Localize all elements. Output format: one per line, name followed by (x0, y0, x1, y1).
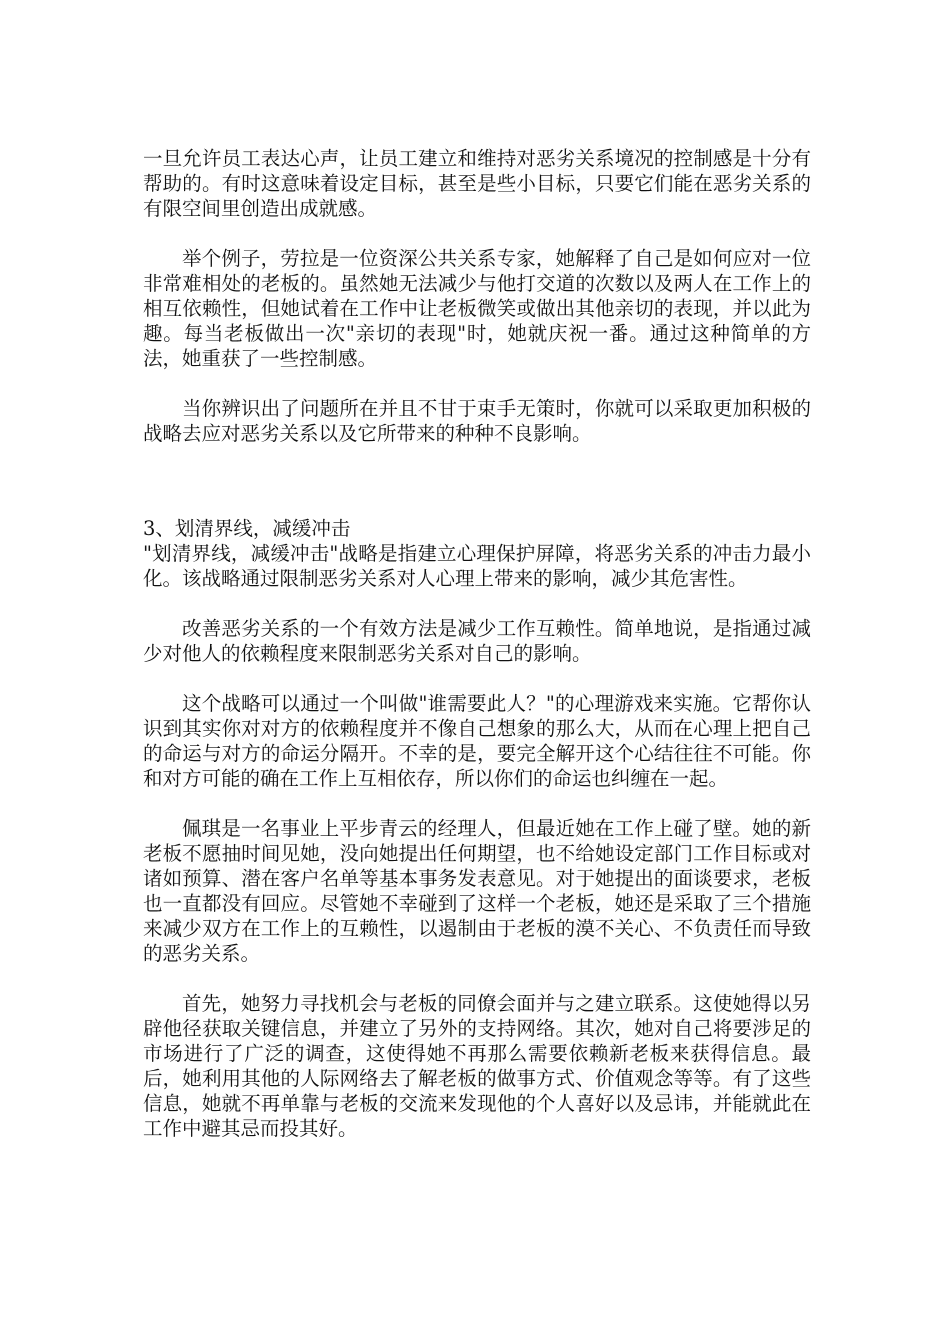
section-heading: 3、划清界线，减缓冲击 (143, 517, 351, 540)
paragraph-6: 佩琪是一名事业上平步青云的经理人，但最近她在工作上碰了壁。她的新老板不愿抽时间见她，没向她提出任何期望，也不给她设定部门工作目标或对诸如预算、潜在客户名单等基本事务发表意见。对于她提出的面谈要求，老板也一直都没有回应。尽管她不幸碰到了这样一个老板，她还是采取了三个措施来减少双方在工作上的互赖性，以遏制由于老板的漠不关心、不负责任而导致的恶劣关系。 (143, 817, 811, 965)
paragraph-4: 改善恶劣关系的一个有效方法是减少工作互赖性。简单地说，是指通过减少对他人的依赖程度来限制恶劣关系对自己的影响。 (143, 617, 811, 665)
paragraph-7: 首先，她努力寻找机会与老板的同僚会面并与之建立联系。这使她得以另辟他径获取关键信息，并建立了另外的支持网络。其次，她对自己将要涉足的市场进行了广泛的调查，这使得她不再那么需要依赖新老板来获得信息。最后，她利用其他的人际网络去了解老板的做事方式、价值观念等等。有了这些信息，她就不再单靠与老板的交流来发现他的个人喜好以及忌讳，并能就此在工作中避其忌而投其好。 (143, 992, 811, 1140)
paragraph-2: 举个例子，劳拉是一位资深公共关系专家，她解释了自己是如何应对一位非常难相处的老板的。虽然她无法减少与他打交道的次数以及两人在工作上的相互依赖性，但她试着在工作中让老板微笑或做出其他亲切的表现，并以此为趣。每当老板做出一次"亲切的表现"时，她就庆祝一番。通过这种简单的方法，她重获了一些控制感。 (143, 247, 811, 370)
section-intro: "划清界线，减缓冲击"战略是指建立心理保护屏障，将恶劣关系的冲击力最小化。该战略通过限制恶劣关系对人心理上带来的影响，减少其危害性。 (143, 542, 811, 590)
paragraph-1: 一旦允许员工表达心声，让员工建立和维持对恶劣关系境况的控制感是十分有帮助的。有时这意味着设定目标，甚至是些小目标，只要它们能在恶劣关系的有限空间里创造出成就感。 (143, 147, 811, 220)
paragraph-3: 当你辨识出了问题所在并且不甘于束手无策时，你就可以采取更加积极的战略去应对恶劣关系以及它所带来的种种不良影响。 (143, 397, 811, 445)
section-spacer (143, 471, 811, 516)
document-page (143, 146, 811, 1166)
paragraph-5: 这个战略可以通过一个叫做"谁需要此人？"的心理游戏来实施。它帮你认识到其实你对对方的依赖程度并不像自己想象的那么大，从而在心理上把自己的命运与对方的命运分隔开。不幸的是，要完全解开这个心结往往不可能。你和对方可能的确在工作上互相依存，所以你们的命运也纠缠在一起。 (143, 692, 811, 790)
